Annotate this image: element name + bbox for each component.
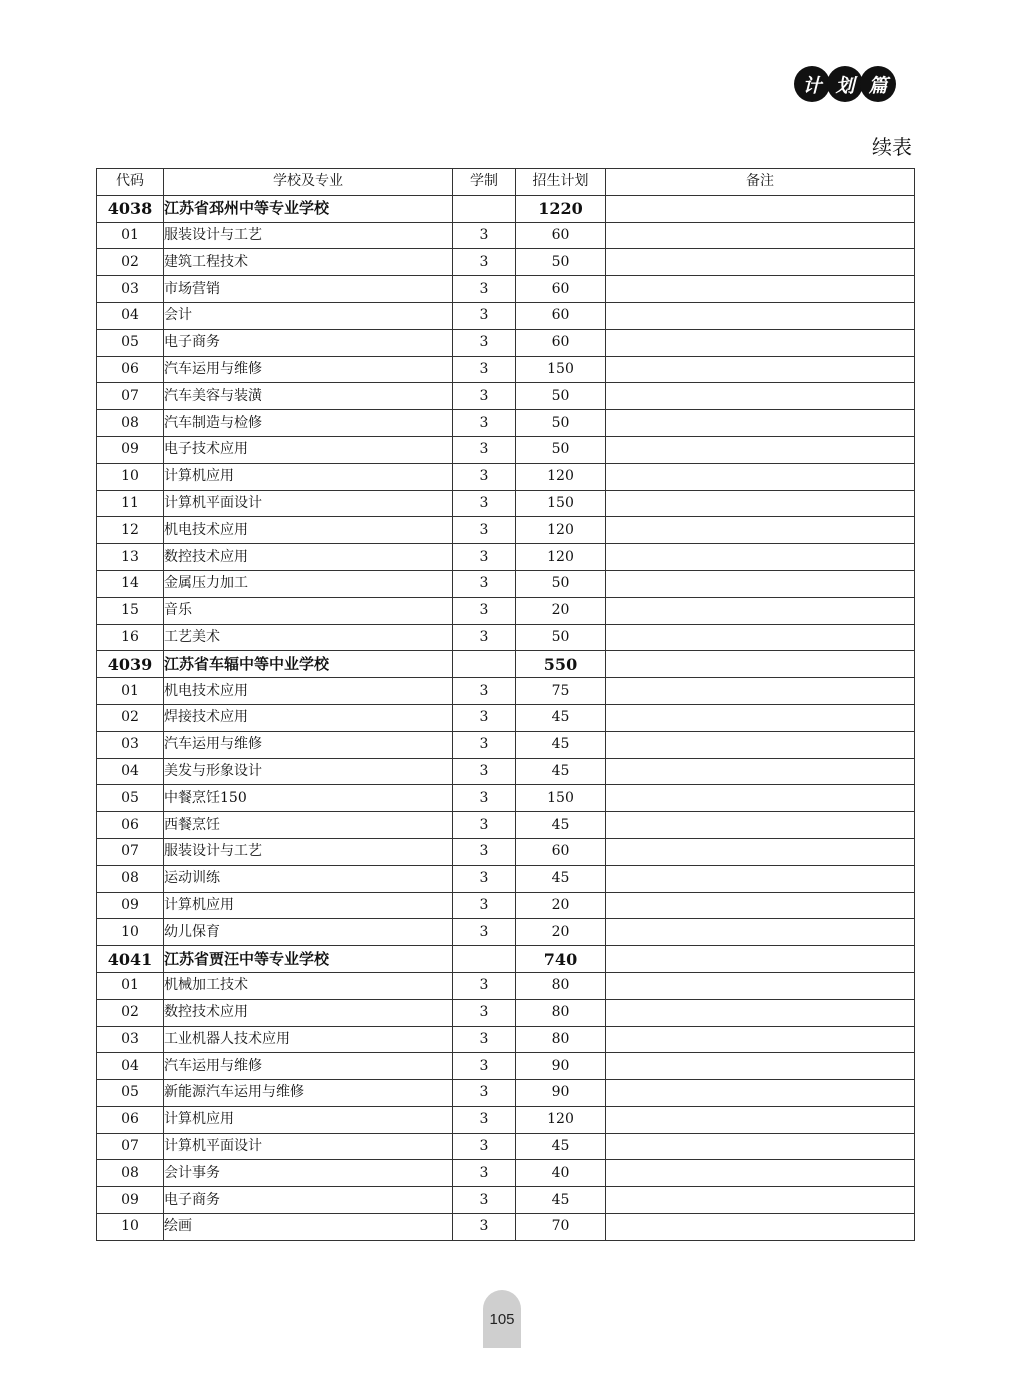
column-header-duration: 学制: [453, 169, 516, 196]
cell-name: 会计: [164, 302, 453, 329]
cell-plan: 90: [516, 1053, 606, 1080]
cell-plan: 50: [516, 249, 606, 276]
cell-duration: 3: [453, 892, 516, 919]
cell-plan: 740: [516, 946, 606, 973]
table-row: [97, 517, 915, 544]
cell-name: 数控技术应用: [164, 544, 453, 571]
cell-plan: 150: [516, 356, 606, 383]
cell-code: 09: [97, 892, 164, 919]
cell-code: 01: [97, 222, 164, 249]
table-row: [97, 383, 915, 410]
cell-note: [606, 785, 915, 812]
cell-duration: 3: [453, 704, 516, 731]
cell-code: 13: [97, 544, 164, 571]
table-row: [97, 1214, 915, 1241]
cell-note: [606, 544, 915, 571]
cell-duration: 3: [453, 597, 516, 624]
cell-duration: 3: [453, 731, 516, 758]
cell-note: [606, 1160, 915, 1187]
cell-name: 数控技术应用: [164, 999, 453, 1026]
cell-note: [606, 731, 915, 758]
table-row: [97, 329, 915, 356]
cell-plan: 45: [516, 812, 606, 839]
cell-name: 运动训练: [164, 865, 453, 892]
cell-code: 07: [97, 838, 164, 865]
cell-duration: 3: [453, 356, 516, 383]
cell-code: 07: [97, 1133, 164, 1160]
cell-note: [606, 704, 915, 731]
cell-plan: 80: [516, 972, 606, 999]
cell-plan: 120: [516, 463, 606, 490]
cell-name: 江苏省贾汪中等专业学校: [164, 946, 453, 973]
cell-name: 工业机器人技术应用: [164, 1026, 453, 1053]
table-row: [97, 249, 915, 276]
table-row: [97, 302, 915, 329]
cell-code: 10: [97, 463, 164, 490]
cell-code: 11: [97, 490, 164, 517]
cell-name: 汽车运用与维修: [164, 356, 453, 383]
cell-note: [606, 383, 915, 410]
table-row: [97, 919, 915, 946]
cell-code: 16: [97, 624, 164, 651]
table-row: [97, 1026, 915, 1053]
cell-duration: 3: [453, 1053, 516, 1080]
cell-code: 09: [97, 1187, 164, 1214]
cell-plan: 550: [516, 651, 606, 678]
cell-name: 新能源汽车运用与维修: [164, 1080, 453, 1107]
cell-code: 03: [97, 276, 164, 303]
cell-code: 08: [97, 865, 164, 892]
cell-name: 绘画: [164, 1214, 453, 1241]
cell-note: [606, 195, 915, 222]
cell-code: 09: [97, 436, 164, 463]
cell-plan: 80: [516, 999, 606, 1026]
cell-plan: 60: [516, 329, 606, 356]
cell-code: 08: [97, 410, 164, 437]
table-header-row: [97, 169, 915, 196]
cell-note: [606, 812, 915, 839]
table-row: [97, 410, 915, 437]
table-row: [97, 570, 915, 597]
cell-plan: 45: [516, 731, 606, 758]
cell-note: [606, 463, 915, 490]
cell-name: 机电技术应用: [164, 678, 453, 705]
column-header-school-major: 学校及专业: [164, 169, 453, 196]
table-row: [97, 1187, 915, 1214]
cell-name: 服装设计与工艺: [164, 222, 453, 249]
cell-code: 04: [97, 302, 164, 329]
cell-note: [606, 1187, 915, 1214]
cell-note: [606, 436, 915, 463]
cell-code: 04: [97, 1053, 164, 1080]
cell-note: [606, 999, 915, 1026]
cell-code: 05: [97, 785, 164, 812]
cell-code: 08: [97, 1160, 164, 1187]
school-row: [97, 195, 915, 222]
cell-duration: 3: [453, 490, 516, 517]
cell-duration: 3: [453, 410, 516, 437]
table-row: [97, 356, 915, 383]
cell-plan: 150: [516, 490, 606, 517]
cell-note: [606, 838, 915, 865]
cell-name: 汽车运用与维修: [164, 731, 453, 758]
cell-name: 工艺美术: [164, 624, 453, 651]
cell-code: 02: [97, 999, 164, 1026]
cell-duration: 3: [453, 919, 516, 946]
cell-name: 汽车美容与装潢: [164, 383, 453, 410]
cell-code: 10: [97, 919, 164, 946]
cell-name: 计算机应用: [164, 463, 453, 490]
cell-plan: 150: [516, 785, 606, 812]
table-row: [97, 704, 915, 731]
cell-plan: 120: [516, 517, 606, 544]
column-header-code: 代码: [97, 169, 164, 196]
logo-char-2: 划: [827, 66, 863, 102]
cell-code: 12: [97, 517, 164, 544]
cell-plan: 40: [516, 1160, 606, 1187]
cell-duration: 3: [453, 678, 516, 705]
cell-code: 4041: [97, 946, 164, 973]
cell-duration: 3: [453, 222, 516, 249]
cell-plan: 50: [516, 410, 606, 437]
cell-name: 计算机应用: [164, 1106, 453, 1133]
cell-plan: 50: [516, 383, 606, 410]
cell-code: 05: [97, 1080, 164, 1107]
cell-duration: 3: [453, 517, 516, 544]
cell-note: [606, 490, 915, 517]
table-row: [97, 785, 915, 812]
cell-plan: 45: [516, 758, 606, 785]
cell-duration: 3: [453, 1080, 516, 1107]
cell-name: 计算机平面设计: [164, 1133, 453, 1160]
table-row: [97, 812, 915, 839]
cell-note: [606, 919, 915, 946]
cell-name: 中餐烹饪150: [164, 785, 453, 812]
cell-duration: 3: [453, 1106, 516, 1133]
cell-plan: 45: [516, 704, 606, 731]
table-row: [97, 865, 915, 892]
cell-code: 4038: [97, 195, 164, 222]
cell-name: 西餐烹饪: [164, 812, 453, 839]
school-row: [97, 651, 915, 678]
cell-plan: 20: [516, 597, 606, 624]
table-row: [97, 597, 915, 624]
table-row: [97, 1106, 915, 1133]
table-row: [97, 1160, 915, 1187]
cell-duration: 3: [453, 276, 516, 303]
cell-plan: 50: [516, 436, 606, 463]
cell-code: 06: [97, 356, 164, 383]
cell-plan: 70: [516, 1214, 606, 1241]
cell-note: [606, 276, 915, 303]
cell-code: 01: [97, 678, 164, 705]
cell-code: 4039: [97, 651, 164, 678]
cell-code: 15: [97, 597, 164, 624]
table-row: [97, 758, 915, 785]
cell-note: [606, 356, 915, 383]
cell-plan: 45: [516, 865, 606, 892]
enrollment-plan-table: [96, 168, 915, 1241]
column-header-plan: 招生计划: [516, 169, 606, 196]
continued-table-label: 续表: [872, 135, 912, 159]
table-row: [97, 1133, 915, 1160]
table-row: [97, 838, 915, 865]
table-row: [97, 222, 915, 249]
cell-name: 计算机应用: [164, 892, 453, 919]
cell-duration: 3: [453, 972, 516, 999]
table-row: [97, 544, 915, 571]
cell-note: [606, 302, 915, 329]
cell-plan: 120: [516, 1106, 606, 1133]
table-row: [97, 999, 915, 1026]
cell-duration: 3: [453, 302, 516, 329]
table-body: [97, 195, 915, 1240]
cell-note: [606, 1053, 915, 1080]
cell-name: 音乐: [164, 597, 453, 624]
cell-code: 02: [97, 249, 164, 276]
cell-code: 06: [97, 1106, 164, 1133]
cell-note: [606, 329, 915, 356]
cell-plan: 20: [516, 892, 606, 919]
table-row: [97, 892, 915, 919]
cell-code: 06: [97, 812, 164, 839]
cell-plan: 45: [516, 1187, 606, 1214]
cell-name: 汽车制造与检修: [164, 410, 453, 437]
cell-duration: 3: [453, 249, 516, 276]
cell-note: [606, 972, 915, 999]
cell-name: 服装设计与工艺: [164, 838, 453, 865]
cell-name: 建筑工程技术: [164, 249, 453, 276]
cell-plan: 60: [516, 276, 606, 303]
cell-note: [606, 517, 915, 544]
table-row: [97, 624, 915, 651]
cell-duration: 3: [453, 329, 516, 356]
table-row: [97, 490, 915, 517]
cell-code: 04: [97, 758, 164, 785]
cell-duration: 3: [453, 865, 516, 892]
cell-note: [606, 1214, 915, 1241]
logo-char-1: 计: [794, 66, 830, 102]
table-row: [97, 1053, 915, 1080]
cell-plan: 20: [516, 919, 606, 946]
cell-duration: 3: [453, 544, 516, 571]
cell-plan: 45: [516, 1133, 606, 1160]
section-logo: [794, 64, 904, 104]
cell-plan: 80: [516, 1026, 606, 1053]
cell-code: 05: [97, 329, 164, 356]
cell-note: [606, 758, 915, 785]
cell-duration: 3: [453, 383, 516, 410]
cell-plan: 50: [516, 570, 606, 597]
table-row: [97, 463, 915, 490]
cell-name: 电子商务: [164, 1187, 453, 1214]
cell-plan: 60: [516, 222, 606, 249]
cell-note: [606, 624, 915, 651]
cell-duration: 3: [453, 1026, 516, 1053]
cell-name: 计算机平面设计: [164, 490, 453, 517]
cell-note: [606, 410, 915, 437]
cell-code: 01: [97, 972, 164, 999]
cell-duration: 3: [453, 463, 516, 490]
cell-note: [606, 678, 915, 705]
cell-duration: 3: [453, 1214, 516, 1241]
cell-plan: 60: [516, 838, 606, 865]
cell-name: 电子商务: [164, 329, 453, 356]
cell-name: 机电技术应用: [164, 517, 453, 544]
cell-duration: 3: [453, 436, 516, 463]
cell-duration: 3: [453, 1133, 516, 1160]
cell-code: 03: [97, 1026, 164, 1053]
cell-plan: 120: [516, 544, 606, 571]
cell-duration: 3: [453, 812, 516, 839]
cell-note: [606, 597, 915, 624]
cell-duration: 3: [453, 624, 516, 651]
cell-plan: 60: [516, 302, 606, 329]
cell-name: 市场营销: [164, 276, 453, 303]
cell-name: 美发与形象设计: [164, 758, 453, 785]
cell-name: 江苏省邳州中等专业学校: [164, 195, 453, 222]
cell-note: [606, 1106, 915, 1133]
table-row: [97, 276, 915, 303]
cell-note: [606, 1026, 915, 1053]
cell-duration: 3: [453, 999, 516, 1026]
cell-name: 会计事务: [164, 1160, 453, 1187]
cell-code: 07: [97, 383, 164, 410]
cell-plan: 1220: [516, 195, 606, 222]
cell-duration: 3: [453, 1187, 516, 1214]
school-row: [97, 946, 915, 973]
logo-char-3: 篇: [860, 66, 896, 102]
cell-name: 焊接技术应用: [164, 704, 453, 731]
table-row: [97, 1080, 915, 1107]
cell-note: [606, 651, 915, 678]
cell-duration: [453, 195, 516, 222]
cell-plan: 75: [516, 678, 606, 705]
cell-code: 02: [97, 704, 164, 731]
cell-note: [606, 892, 915, 919]
cell-duration: [453, 651, 516, 678]
cell-note: [606, 946, 915, 973]
cell-code: 10: [97, 1214, 164, 1241]
cell-code: 03: [97, 731, 164, 758]
cell-duration: 3: [453, 758, 516, 785]
cell-name: 金属压力加工: [164, 570, 453, 597]
column-header-note: 备注: [606, 169, 915, 196]
cell-plan: 50: [516, 624, 606, 651]
cell-duration: 3: [453, 838, 516, 865]
page-number: 105: [483, 1290, 521, 1348]
cell-note: [606, 1080, 915, 1107]
cell-duration: 3: [453, 570, 516, 597]
cell-note: [606, 1133, 915, 1160]
cell-note: [606, 249, 915, 276]
cell-name: 幼儿保育: [164, 919, 453, 946]
cell-name: 电子技术应用: [164, 436, 453, 463]
cell-name: 汽车运用与维修: [164, 1053, 453, 1080]
cell-duration: 3: [453, 1160, 516, 1187]
table-row: [97, 678, 915, 705]
table-row: [97, 731, 915, 758]
cell-plan: 90: [516, 1080, 606, 1107]
cell-note: [606, 865, 915, 892]
table-row: [97, 436, 915, 463]
cell-duration: 3: [453, 785, 516, 812]
cell-code: 14: [97, 570, 164, 597]
cell-name: 机械加工技术: [164, 972, 453, 999]
cell-duration: [453, 946, 516, 973]
table-row: [97, 972, 915, 999]
cell-note: [606, 222, 915, 249]
cell-note: [606, 570, 915, 597]
cell-name: 江苏省车辐中等中业学校: [164, 651, 453, 678]
